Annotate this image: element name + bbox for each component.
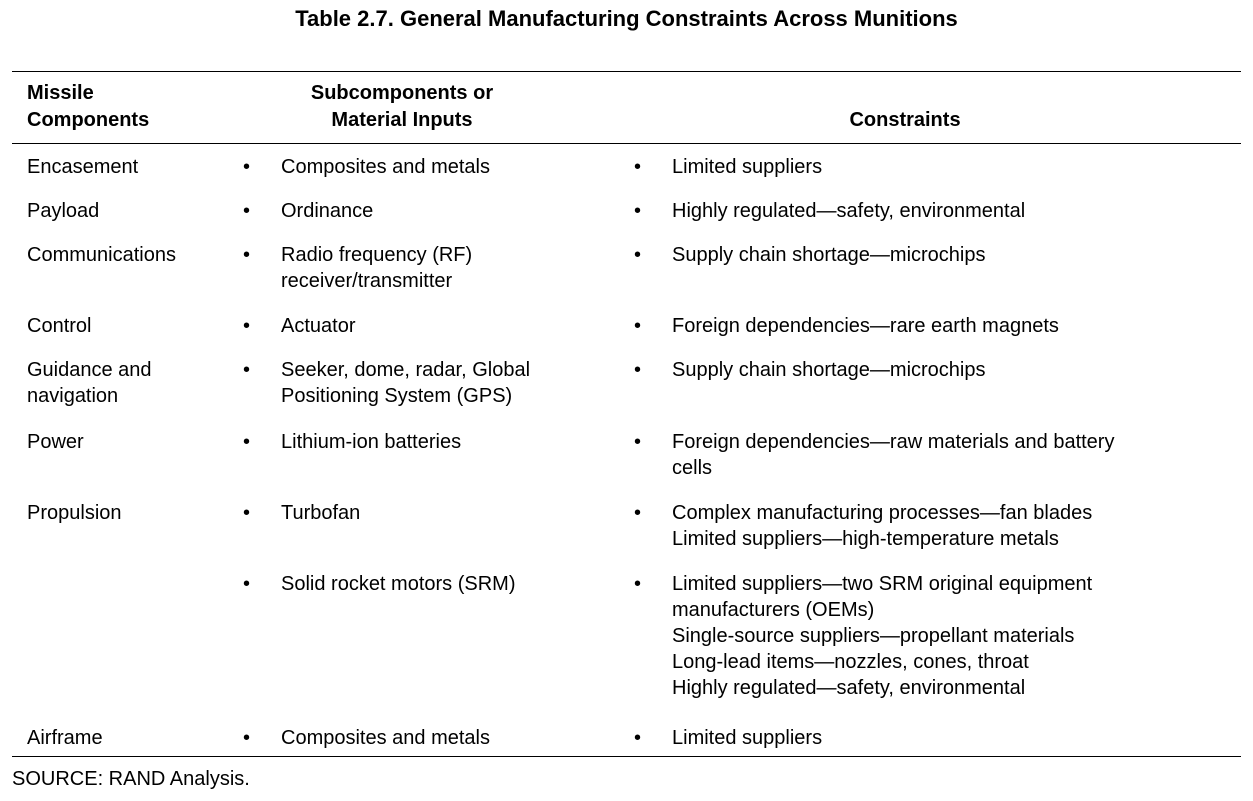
component-cell	[27, 242, 237, 268]
subcomponent-text: Seeker, dome, radar, Global	[281, 359, 531, 381]
component-cell	[27, 500, 237, 526]
bullet-icon: •	[634, 573, 642, 595]
bullet-icon: •	[243, 156, 251, 178]
subcomponent-text: Composites and metals	[281, 156, 490, 178]
subcomponent-text: receiver/transmitter	[281, 270, 453, 292]
header-text-line: Material Inputs	[331, 109, 473, 131]
component-cell	[27, 313, 237, 339]
bullet-icon: •	[634, 156, 642, 178]
component-cell	[27, 429, 237, 455]
subcomponent-cell	[281, 242, 611, 294]
subcomponent-text: Solid rocket motors (SRM)	[281, 573, 516, 595]
constraint-text: Foreign dependencies—rare earth magnets	[672, 315, 1059, 337]
source-note: SOURCE: RAND Analysis.	[12, 768, 250, 790]
bullet-icon: •	[243, 244, 251, 266]
bullet-icon: •	[243, 502, 251, 524]
constraints-cell	[672, 198, 1232, 224]
subcomponent-text: Actuator	[281, 315, 356, 337]
component-text: Payload	[27, 200, 100, 222]
header-text-line: Missile	[27, 82, 94, 104]
constraints-cell	[672, 357, 1232, 383]
header-text-line: Components	[27, 109, 150, 131]
constraint-text: Limited suppliers	[672, 727, 823, 749]
bullet-icon: •	[634, 200, 642, 222]
bullet-icon: •	[243, 359, 251, 381]
bullet-icon: •	[243, 727, 251, 749]
component-cell	[27, 198, 237, 224]
subcomponent-cell	[281, 500, 611, 526]
subcomponent-text: Positioning System (GPS)	[281, 385, 513, 407]
subcomponent-text: Ordinance	[281, 200, 374, 222]
subcomponent-text: Radio frequency (RF)	[281, 244, 473, 266]
constraint-text: Single-source suppliers—propellant materials	[672, 625, 1075, 647]
subcomponent-cell	[281, 198, 611, 224]
component-cell	[27, 725, 237, 751]
constraint-text: Highly regulated—safety, environmental	[672, 677, 1026, 699]
constraints-cell	[672, 725, 1232, 751]
subcomponent-cell	[281, 429, 611, 455]
bullet-icon: •	[243, 573, 251, 595]
component-cell	[27, 357, 237, 409]
constraint-text: Limited suppliers—high-temperature metals	[672, 528, 1059, 550]
subcomponent-text: Composites and metals	[281, 727, 490, 749]
component-text: Propulsion	[27, 502, 122, 524]
constraint-text: Limited suppliers—two SRM original equipment	[672, 573, 1093, 595]
bullet-icon: •	[243, 431, 251, 453]
constraint-text: Highly regulated—safety, environmental	[672, 200, 1026, 222]
subcomponent-cell	[281, 357, 611, 409]
subcomponent-cell	[281, 725, 611, 751]
bullet-icon: •	[634, 359, 642, 381]
subcomponent-cell	[281, 313, 611, 339]
bullet-icon: •	[634, 431, 642, 453]
constraint-text: Supply chain shortage—microchips	[672, 359, 986, 381]
constraint-text: Limited suppliers	[672, 156, 823, 178]
header-text-line: Subcomponents or	[310, 82, 494, 104]
component-text: Airframe	[27, 727, 103, 749]
component-text: Communications	[27, 244, 176, 266]
component-text: Guidance and	[27, 359, 152, 381]
component-text: Control	[27, 315, 92, 337]
bullet-icon: •	[634, 727, 642, 749]
bullet-icon: •	[243, 315, 251, 337]
constraint-text: Long-lead items—nozzles, cones, throat	[672, 651, 1029, 673]
component-text: navigation	[27, 385, 119, 407]
constraints-cell	[672, 313, 1232, 339]
subcomponent-cell	[281, 154, 611, 180]
table-title: Table 2.7. General Manufacturing Constraints Across Munitions	[295, 6, 958, 31]
subcomponent-text: Turbofan	[281, 502, 361, 524]
component-text: Encasement	[27, 156, 139, 178]
component-cell	[27, 154, 237, 180]
bullet-icon: •	[634, 502, 642, 524]
component-text: Power	[27, 431, 84, 453]
constraints-cell	[672, 154, 1232, 180]
constraint-text: manufacturers (OEMs)	[672, 599, 875, 621]
header-text-line: Constraints	[849, 109, 961, 131]
constraints-cell	[672, 500, 1232, 552]
constraints-cell	[672, 571, 1232, 701]
constraint-text: cells	[672, 457, 713, 479]
bullet-icon: •	[634, 315, 642, 337]
constraint-text: Supply chain shortage—microchips	[672, 244, 986, 266]
bullet-icon: •	[634, 244, 642, 266]
constraints-cell	[672, 242, 1232, 268]
bullet-icon: •	[243, 200, 251, 222]
table-bottom-rule	[12, 756, 1241, 757]
subcomponent-text: Lithium-ion batteries	[281, 431, 462, 453]
constraint-text: Complex manufacturing processes—fan blades	[672, 502, 1093, 524]
constraint-text: Foreign dependencies—raw materials and battery	[672, 431, 1115, 453]
subcomponent-cell	[281, 571, 611, 597]
constraints-cell	[672, 429, 1232, 481]
